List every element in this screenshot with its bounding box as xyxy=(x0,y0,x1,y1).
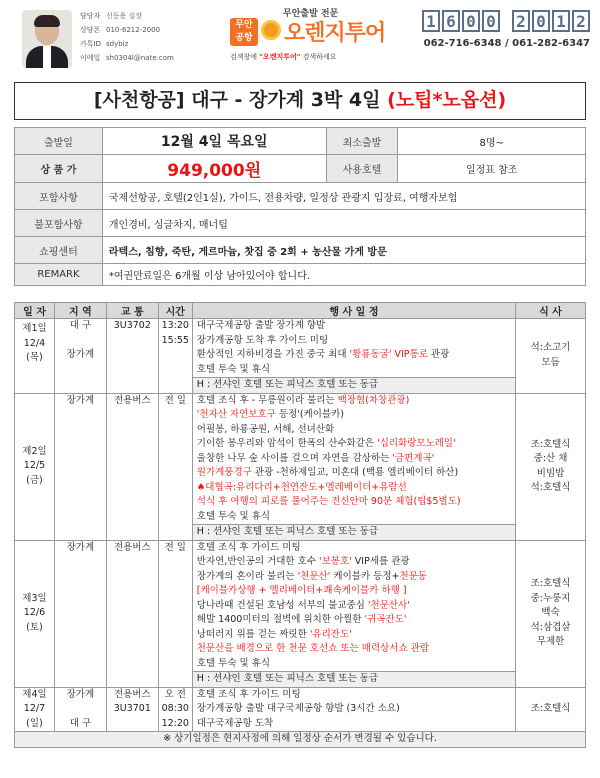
include-label: 포함사항 xyxy=(15,183,103,210)
col-region: 지 역 xyxy=(54,303,106,319)
day1-time: 13:20 15:55 xyxy=(158,319,192,394)
remark-value: *여권만료일은 6개월 이상 남아있어야 합니다. xyxy=(102,264,585,286)
page-title: [사천항공] 대구 - 장가계 3박 4일 (노팁*노옵션) xyxy=(14,82,586,120)
day2-region: 장가계 xyxy=(54,393,106,540)
remark-label: REMARK xyxy=(15,264,103,286)
day1-hotel: H : 션샤인 호텔 또는 피닉스 호텔 또는 동급 xyxy=(192,378,515,394)
day1-region: 대 구 장가계 xyxy=(54,319,106,394)
hotel-value: 일정표 참조 xyxy=(398,155,586,183)
day3-date: 제3일 12/6 (토) xyxy=(15,540,55,687)
day4-region: 장가계 대 구 xyxy=(54,687,106,732)
day1-itinerary: 대구국제공항 출발 장가계 향발 장가계공항 도착 후 가이드 미팅 환상적인 지하비경을 가진 중국 최대 '황룡동굴' VIP통로 관광 호텔 투숙 및 휴식 xyxy=(192,319,515,378)
day4-itinerary: 호텔 조식 후 가이드 미팅 장가계공항 출발 대구국제공항 향발 (3시간 소요) 대구국제공항 도착 xyxy=(192,687,515,732)
logo-search-hint: 검색창에 "오렌지투어" 검색하세요 xyxy=(230,53,337,61)
col-transport: 교 통 xyxy=(106,303,158,319)
hotel-label: 사용호텔 xyxy=(326,155,398,183)
shopping-label: 쇼핑센터 xyxy=(15,237,103,264)
day2-date: 제2일 12/5 (금) xyxy=(15,393,55,540)
contact-kakao: 카톡ID sdybiz xyxy=(80,40,129,48)
day4-transport: 전용버스 3U3701 xyxy=(106,687,158,732)
day3-time: 전 일 xyxy=(158,540,192,687)
day1-transport: 3U3702 xyxy=(106,319,158,394)
col-itinerary: 행 사 일 정 xyxy=(192,303,515,319)
day2-time: 전 일 xyxy=(158,393,192,540)
day3-meal: 조:호텔식 중:누룽지 백숙 석:삼겹살 무제한 xyxy=(516,540,586,687)
contact-card xyxy=(8,6,198,74)
contact-manager: 담당자 신동용 실장 xyxy=(80,12,143,20)
day3-hotel: H : 션샤인 호텔 또는 피닉스 호텔 또는 동급 xyxy=(192,672,515,688)
main-phone-number: 1 6 0 0 2 0 1 2 xyxy=(420,10,590,32)
min-pax-value: 8명~ xyxy=(398,128,586,155)
contact-phone: 상담폰 010-6212-2000 xyxy=(80,26,161,34)
itinerary-table xyxy=(14,302,586,748)
muan-airport-badge: 무안 공항 xyxy=(230,18,258,46)
avatar xyxy=(22,10,72,68)
logo-tagline: 무안출발 전문 xyxy=(283,9,339,19)
col-time: 시간 xyxy=(158,303,192,319)
day3-itinerary: 호텔 조식 후 가이드 미팅 반자연,반인공의 거대한 호수 '보봉호' VIP세를 관광 장가계의 혼이라 불리는 '천문산' 케이블카 등정+천문동 [케이블카상행 + 엘리베이터+쾌속케이블카 하행 ] 당나라때 건설된 호남성 서부의 불교중심 '천문산사' 해발 1400미터의 절벽에 위치한 아찔한 '귀곡잔도' 낭떠러지 위를 걷는 짜릿한 '유리잔도' 천문산을 배경으로 한 천문 호선쇼 또는 매력상서쇼 관람 호텔 투숙 및 휴식 xyxy=(192,540,515,672)
contact-email: 이메일 sh0304l@nate.com xyxy=(80,54,174,62)
exclude-value: 개인경비, 싱글차지, 매너팁 xyxy=(102,210,585,237)
day4-meal: 조:호텔식 xyxy=(516,687,586,732)
min-pax-label: 최소출발 xyxy=(326,128,398,155)
day2-meal: 조:호텔식 중:산 채 비빔밥 석:호텔식 xyxy=(516,393,586,540)
itinerary-footnote: ※ 상기일정은 현지사정에 의해 일정상 순서가 변경될 수 있습니다. xyxy=(15,732,586,748)
depart-date: 12월 4일 목요일 xyxy=(102,128,326,155)
depart-label: 출발일 xyxy=(15,128,103,155)
day3-region: 장가계 xyxy=(54,540,106,687)
day2-hotel: H : 션샤인 호텔 또는 피닉스 호텔 또는 동급 xyxy=(192,525,515,541)
day2-itinerary: 호텔 조식 후 - 무릉원이라 불리는 백장협(차창관광) '천자산 자연보호구 등정'(케이블카) 어필봉, 하룡공원, 서해, 선녀산화 기이한 봉우리와 암석이 한폭의 산수화같은 '십리화랑모노레일' 울창한 나무 숲 사이를 걸으며 자연을 감상하는 '금편계곡' 원가계풍경구 관광 -천하제일교, 미혼대 (백룡 엘리베이터 하산) ♠대협곡:유리다리+천연잔도+엘레베이터+유람선 석식 후 여행의 피로를 풀어주는 전신안마 90분 체험(팁$5별도) 호텔 투숙 및 휴식 xyxy=(192,393,515,525)
orange-icon xyxy=(261,20,281,40)
price-label: 상 품 가 xyxy=(15,155,103,183)
day1-meal: 석:소고기 모듬 xyxy=(516,319,586,394)
day4-date: 제4일 12/7 (일) xyxy=(15,687,55,732)
shopping-value: 라텍스, 침향, 죽탄, 게르마늄, 찻집 중 2회 + 농산물 가게 방문 xyxy=(102,237,585,264)
price-value: 949,000원 xyxy=(102,155,326,183)
product-info-table xyxy=(14,127,586,286)
col-meal: 식 사 xyxy=(516,303,586,319)
col-day: 일 자 xyxy=(15,303,55,319)
company-logo xyxy=(228,6,388,66)
logo-brand: 오렌지투어 xyxy=(284,21,386,46)
exclude-label: 불포함사항 xyxy=(15,210,103,237)
day1-date: 제1일 12/4 (목) xyxy=(15,319,55,394)
phone-block xyxy=(420,10,590,49)
include-value: 국제선항공, 호텔(2인1실), 가이드, 전용차량, 일정상 관광지 입장료, 여행자보험 xyxy=(102,183,585,210)
day2-transport: 전용버스 xyxy=(106,393,158,540)
day3-transport: 전용버스 xyxy=(106,540,158,687)
sub-phone-numbers: 062-716-6348 / 061-282-6347 xyxy=(423,38,590,49)
day4-time: 오 전 08:30 12:20 xyxy=(158,687,192,732)
